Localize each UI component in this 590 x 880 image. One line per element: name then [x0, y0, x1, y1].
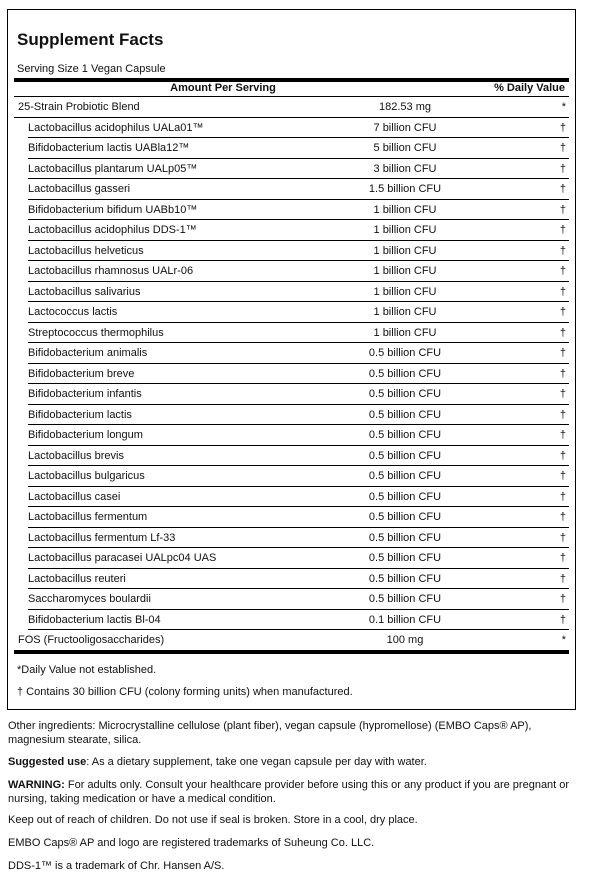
ingredient-name: 25-Strain Probiotic Blend — [18, 101, 140, 113]
ingredient-name: Bifidobacterium lactis — [28, 408, 132, 421]
ingredient-daily-value: † — [559, 142, 566, 154]
ingredient-daily-value: † — [559, 183, 566, 195]
table-row — [14, 507, 569, 528]
table-row — [14, 405, 569, 426]
ingredient-name: Lactobacillus fermentum Lf-33 — [28, 531, 176, 544]
suggested-use-text: : As a dietary supplement, take one vegan capsule per day with water. — [86, 756, 427, 768]
ingredient-name: Bifidobacterium lactis UABla12™ — [28, 142, 190, 154]
ingredient-amount: 1 billion CFU — [373, 285, 437, 298]
ingredient-daily-value: † — [559, 326, 566, 339]
serving-size: Serving Size 1 Vegan Capsule — [17, 63, 166, 75]
supplement-facts-panel — [7, 9, 576, 710]
other-ingredients: Other ingredients: Microcrystalline cellulose (plant fiber), vegan capsule (hypromellose) (EMBO Caps® AP), magnesium stearate, silica. — [8, 720, 532, 746]
ingredient-amount: 1 billion CFU — [373, 224, 437, 236]
ingredient-amount: 1 billion CFU — [373, 203, 437, 216]
ingredient-daily-value: * — [561, 634, 566, 646]
ingredient-name: Bifidobacterium bifidum UABb10™ — [28, 203, 198, 216]
ingredient-amount: 3 billion CFU — [373, 162, 437, 175]
ingredient-daily-value: † — [559, 470, 566, 482]
ingredient-name: Lactobacillus brevis — [28, 449, 124, 462]
table-row — [14, 118, 569, 139]
ingredient-amount: 0.5 billion CFU — [368, 367, 442, 380]
ingredient-amount: 0.5 billion CFU — [368, 531, 442, 544]
ingredient-daily-value: † — [559, 162, 566, 175]
ingredient-amount: 0.5 billion CFU — [368, 490, 442, 503]
ingredient-amount: 0.5 billion CFU — [368, 408, 442, 421]
table-row — [14, 446, 569, 467]
ingredient-amount: 5 billion CFU — [373, 142, 437, 154]
ingredient-name: Lactobacillus plantarum UALp05™ — [28, 162, 198, 175]
ingredient-daily-value: † — [559, 613, 566, 626]
ingredient-amount: 0.5 billion CFU — [368, 429, 442, 441]
ingredient-daily-value: † — [559, 572, 566, 585]
ingredient-daily-value: † — [559, 429, 566, 441]
ingredient-name: Saccharomyces boulardii — [28, 593, 151, 605]
ingredient-amount: 0.5 billion CFU — [368, 511, 442, 523]
table-row — [14, 323, 569, 344]
ingredient-name: Lactobacillus reuteri — [28, 572, 126, 585]
ingredient-daily-value: † — [559, 408, 566, 421]
table-row — [14, 487, 569, 508]
suggested-use-label: Suggested use — [8, 756, 87, 768]
ingredient-daily-value: * — [561, 101, 566, 113]
ingredient-amount: 0.5 billion CFU — [368, 572, 442, 585]
ingredient-name: Bifidobacterium lactis Bl-04 — [28, 613, 161, 626]
ingredient-daily-value: † — [559, 347, 566, 359]
amount-per-serving-header: Amount Per Serving — [170, 82, 276, 94]
ingredient-daily-value: † — [559, 265, 566, 277]
ingredient-name: Lactococcus lactis — [28, 306, 118, 318]
table-row — [14, 630, 569, 651]
table-row — [14, 220, 569, 241]
ingredient-amount: 0.5 billion CFU — [368, 388, 442, 400]
ingredient-amount: 0.5 billion CFU — [368, 593, 442, 605]
table-row — [14, 200, 569, 221]
ingredient-name: Streptococcus thermophilus — [28, 326, 164, 339]
embo-trademark: EMBO Caps® AP and logo are registered trademarks of Suheung Co. LLC. — [8, 837, 375, 849]
daily-value-header: % Daily Value — [494, 82, 565, 94]
table-row — [14, 261, 569, 282]
ingredient-daily-value: † — [559, 121, 566, 134]
ingredient-amount: 0.5 billion CFU — [368, 552, 442, 564]
table-row — [14, 241, 569, 262]
ingredient-amount: 1 billion CFU — [373, 244, 437, 257]
warning — [8, 778, 578, 806]
warning-text: For adults only. Consult your healthcare provider before using this or any product if you are pregnant or nursing, taking medication or have a medical condition. — [8, 779, 570, 805]
table-row — [14, 282, 569, 303]
ingredient-name: Bifidobacterium infantis — [28, 388, 142, 400]
ingredient-daily-value: † — [559, 285, 566, 298]
ingredient-daily-value: † — [559, 490, 566, 503]
ingredient-name: Lactobacillus paracasei UALpc04 UAS — [28, 552, 217, 564]
ingredient-amount: 1 billion CFU — [373, 306, 437, 318]
ingredient-daily-value: † — [559, 306, 566, 318]
ingredient-amount: 1.5 billion CFU — [368, 183, 442, 195]
table-row — [14, 364, 569, 385]
nutrient-table — [14, 97, 569, 651]
thick-rule-bottom — [14, 650, 569, 654]
cfu-footnote: † Contains 30 billion CFU (colony forming units) when manufactured. — [17, 686, 353, 698]
ingredient-daily-value: † — [559, 531, 566, 544]
table-row — [14, 302, 569, 323]
table-row — [14, 569, 569, 590]
ingredient-name: FOS (Fructooligosaccharides) — [18, 634, 165, 646]
ingredient-amount: 0.1 billion CFU — [368, 613, 442, 626]
ingredient-name: Lactobacillus casei — [28, 490, 121, 503]
table-row — [14, 610, 569, 631]
ingredient-amount: 1 billion CFU — [373, 326, 437, 339]
ingredient-amount: 0.5 billion CFU — [368, 449, 442, 462]
table-row — [14, 425, 569, 446]
ingredient-amount: 0.5 billion CFU — [368, 347, 442, 359]
table-row — [14, 97, 569, 118]
warning-label: WARNING: — [8, 779, 65, 791]
ingredient-daily-value: † — [559, 388, 566, 400]
table-row — [14, 589, 569, 610]
table-row — [14, 343, 569, 364]
ingredient-daily-value: † — [559, 449, 566, 462]
ingredient-name: Lactobacillus bulgaricus — [28, 470, 145, 482]
ingredient-daily-value: † — [559, 203, 566, 216]
table-row — [14, 466, 569, 487]
dds-trademark: DDS-1™ is a trademark of Chr. Hansen A/S. — [8, 860, 225, 872]
table-row — [14, 159, 569, 180]
ingredient-name: Lactobacillus salivarius — [28, 285, 141, 298]
ingredient-amount: 0.5 billion CFU — [368, 470, 442, 482]
ingredient-name: Lactobacillus acidophilus UALa01™ — [28, 121, 204, 134]
table-row — [14, 138, 569, 159]
ingredient-amount: 100 mg — [386, 634, 424, 646]
ingredient-name: Lactobacillus fermentum — [28, 511, 148, 523]
ingredient-name: Lactobacillus helveticus — [28, 244, 144, 257]
ingredient-name: Lactobacillus rhamnosus UALr-06 — [28, 265, 194, 277]
ingredient-daily-value: † — [559, 593, 566, 605]
keep-out-notice: Keep out of reach of children. Do not use if seal is broken. Store in a cool, dry place. — [8, 814, 418, 826]
ingredient-amount: 182.53 mg — [379, 101, 431, 113]
ingredient-name: Lactobacillus gasseri — [28, 183, 131, 195]
suggested-use — [8, 755, 578, 769]
table-row — [14, 528, 569, 549]
ingredient-amount: 7 billion CFU — [373, 121, 437, 134]
ingredient-daily-value: † — [559, 552, 566, 564]
table-header — [14, 82, 569, 96]
ingredient-daily-value: † — [559, 511, 566, 523]
ingredient-name: Bifidobacterium longum — [28, 429, 143, 441]
ingredient-name: Lactobacillus acidophilus DDS-1™ — [28, 224, 197, 236]
table-row — [14, 548, 569, 569]
ingredient-daily-value: † — [559, 367, 566, 380]
ingredient-daily-value: † — [559, 224, 566, 236]
table-row — [14, 179, 569, 200]
ingredient-name: Bifidobacterium animalis — [28, 347, 148, 359]
ingredient-daily-value: † — [559, 244, 566, 257]
ingredient-amount: 1 billion CFU — [373, 265, 437, 277]
daily-value-footnote: *Daily Value not established. — [17, 664, 157, 676]
table-row — [14, 384, 569, 405]
ingredient-name: Bifidobacterium breve — [28, 367, 135, 380]
panel-title: Supplement Facts — [17, 30, 164, 49]
